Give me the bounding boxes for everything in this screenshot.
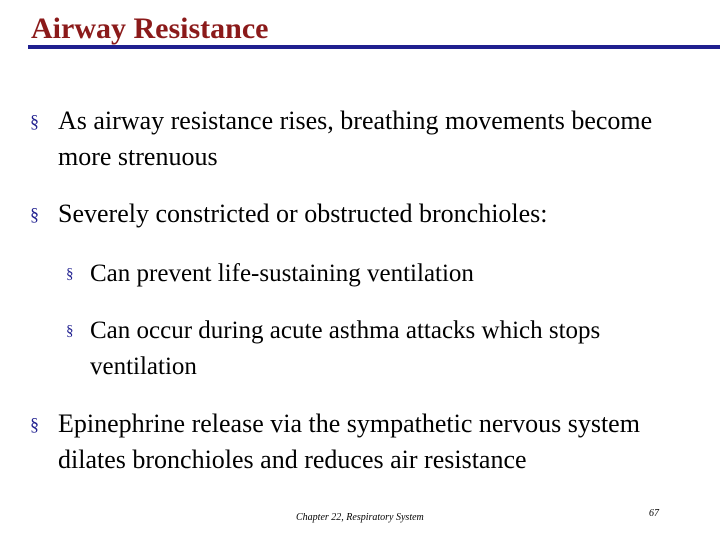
bullet-square-icon: § [30, 204, 39, 224]
bullet-square-icon: § [30, 414, 39, 434]
bullet-text: Epinephrine release via the sympathetic nervous system dilates bronchioles and reduces air resistance [58, 409, 640, 474]
bullet-text: As airway resistance rises, breathing movements become more strenuous [58, 106, 653, 171]
sub-bullet-text: Can occur during acute asthma attacks which stops ventilation [90, 317, 601, 380]
title-divider [28, 45, 720, 49]
slide-footer: Chapter 22, Respiratory System [296, 512, 424, 523]
slide-title: Airway Resistance [31, 12, 269, 45]
sub-bullet-item [66, 313, 696, 385]
bullet-square-icon: § [30, 111, 39, 131]
bullet-square-icon: § [66, 266, 74, 282]
sub-bullet-text: Can prevent life-sustaining ventilation [90, 260, 474, 287]
bullet-item [30, 406, 705, 478]
bullet-item [30, 196, 690, 232]
bullet-square-icon: § [66, 323, 74, 339]
page-number: 67 [649, 508, 659, 519]
bullet-item [30, 103, 690, 175]
sub-bullet-item [66, 256, 696, 292]
bullet-text: Severely constricted or obstructed bronchioles: [58, 199, 548, 228]
